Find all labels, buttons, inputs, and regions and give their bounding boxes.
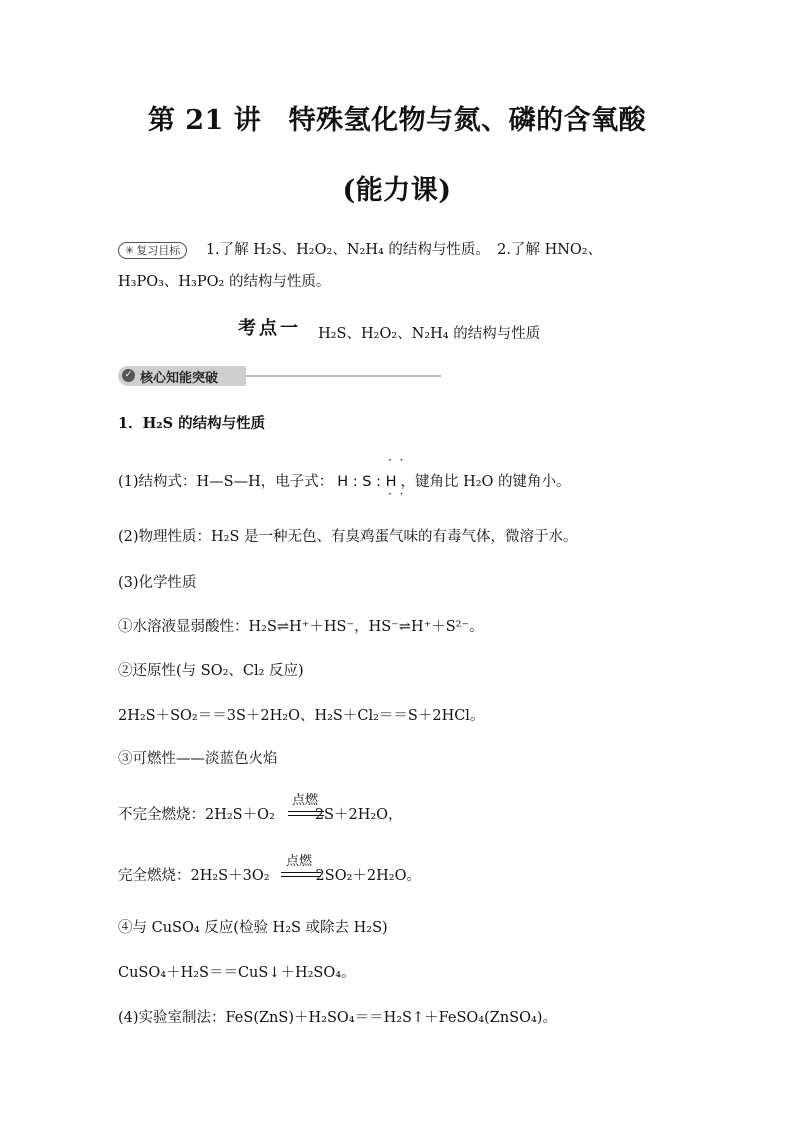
- electron-dots-bottom: · ·: [388, 487, 406, 501]
- incomplete-post: 2S＋2H₂O，: [314, 807, 403, 823]
- chemical-properties: (3)化学性质: [118, 575, 197, 591]
- page-subtitle: (能力课): [342, 175, 452, 206]
- reducing-line: ②还原性(与 SO₂、Cl₂ 反应): [118, 663, 304, 679]
- section-bar-line: [246, 375, 441, 377]
- structure-post: ，键角比 H₂O 的键角小。: [400, 474, 571, 490]
- complete-equals: [281, 872, 321, 877]
- complete-condition: 点燃: [286, 854, 313, 869]
- acidity-line: ①水溶液显弱酸性：H₂S⇌H⁺＋HS⁻，HS⁻⇌H⁺＋S²⁻。: [118, 619, 484, 635]
- check-circle-icon: ✓: [122, 369, 135, 382]
- physical-properties: (2)物理性质：H₂S 是一种无色、有臭鸡蛋气味的有毒气体，微溶于水。: [118, 529, 578, 545]
- structure-line: [118, 470, 571, 491]
- lab-preparation: (4)实验室制法：FeS(ZnS)＋H₂SO₄＝＝H₂S↑＋FeSO₄(ZnSO₄)。: [118, 1010, 557, 1026]
- combustible-line: ③可燃性——淡蓝色火焰: [118, 751, 278, 767]
- objectives-text1: 1.了解 H₂S、H₂O₂、N₂H₄ 的结构与性质。 2.了解 HNO₂、: [205, 242, 603, 258]
- heading-h2s: 1．H₂S 的结构与性质: [118, 415, 266, 432]
- kaodian-title: H₂S、H₂O₂、N₂H₄ 的结构与性质: [318, 326, 541, 342]
- page-title: 第 21 讲 特殊氢化物与氮、磷的含氧酸: [147, 105, 647, 136]
- objectives-text2: H₃PO₃、H₃PO₂ 的结构与性质。: [118, 274, 331, 290]
- incomplete-combustion: [118, 803, 403, 824]
- cuso4-equation: CuSO₄＋H₂S＝＝CuS↓＋H₂SO₄。: [118, 965, 356, 981]
- reducing-equation: 2H₂S＋SO₂＝＝3S＋2H₂O、H₂S＋Cl₂＝＝S＋2HCl。: [118, 708, 485, 724]
- structure-pre: (1)结构式：H—S—H，电子式：: [118, 474, 334, 490]
- complete-pre: 完全燃烧：2H₂S＋3O₂: [118, 868, 270, 884]
- complete-combustion: [118, 864, 421, 885]
- objectives-line1: [118, 238, 602, 259]
- complete-post: 2SO₂＋2H₂O。: [315, 868, 421, 884]
- section-bar: [118, 366, 443, 386]
- objectives-badge: [118, 242, 187, 259]
- kaodian-label: 考点一: [238, 318, 301, 339]
- electron-formula: H : S : H: [337, 474, 397, 490]
- incomplete-equals: [288, 811, 324, 816]
- kaodian-heading: [238, 314, 540, 340]
- section-label: 核心知能突破: [140, 371, 219, 386]
- sparkle-icon: ✳: [125, 244, 135, 257]
- incomplete-condition: 点燃: [292, 793, 319, 808]
- electron-dots-top: · ·: [388, 453, 406, 467]
- cuso4-line: ④与 CuSO₄ 反应(检验 H₂S 或除去 H₂S): [118, 920, 388, 936]
- incomplete-pre: 不完全燃烧：2H₂S＋O₂: [118, 807, 275, 823]
- objectives-badge-label: 复习目标: [136, 244, 181, 257]
